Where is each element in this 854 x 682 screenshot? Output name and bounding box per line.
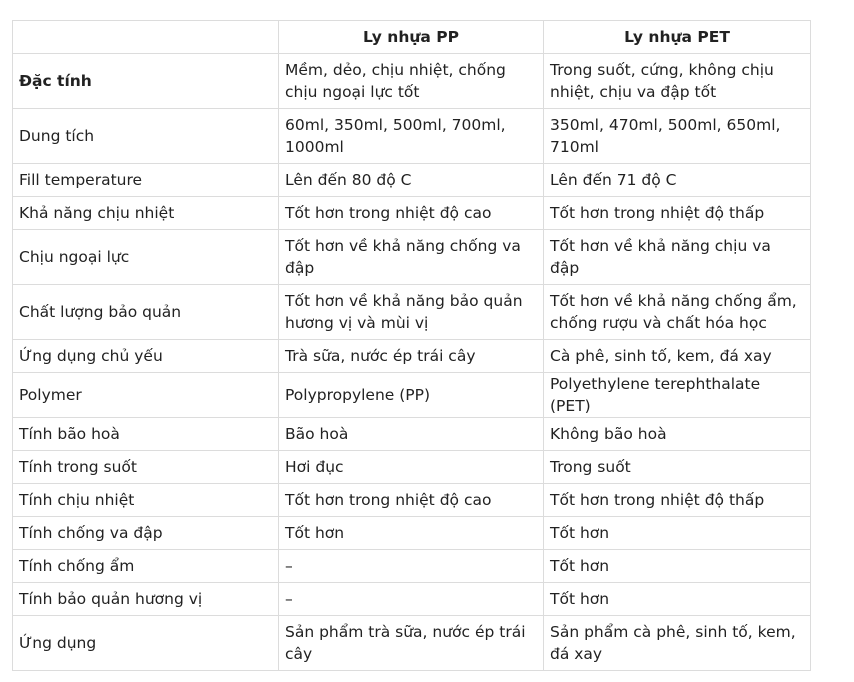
row-label: Dung tích [13, 109, 279, 164]
cell-pet: Không bão hoà [544, 418, 811, 451]
table-row [13, 109, 811, 164]
table-row [13, 517, 811, 550]
row-label: Đặc tính [13, 54, 279, 109]
cell-pp: Tốt hơn trong nhiệt độ cao [279, 484, 544, 517]
cell-pet: Trong suốt [544, 451, 811, 484]
cell-pet: Lên đến 71 độ C [544, 164, 811, 197]
cell-pp: – [279, 583, 544, 616]
header-pet: Ly nhựa PET [544, 21, 811, 54]
row-label: Polymer [13, 373, 279, 418]
table-row [13, 484, 811, 517]
cell-pp: Lên đến 80 độ C [279, 164, 544, 197]
cell-pp: Tốt hơn về khả năng bảo quản hương vị và mùi vị [279, 285, 544, 340]
table-row [13, 197, 811, 230]
table-header-row [13, 21, 811, 54]
cell-pet: Tốt hơn về khả năng chống ẩm, chống rượu và chất hóa học [544, 285, 811, 340]
cell-pp: Mềm, dẻo, chịu nhiệt, chống chịu ngoại lực tốt [279, 54, 544, 109]
table-row [13, 418, 811, 451]
cell-pp: – [279, 550, 544, 583]
table-row [13, 164, 811, 197]
row-label: Chất lượng bảo quản [13, 285, 279, 340]
header-pp: Ly nhựa PP [279, 21, 544, 54]
table-row [13, 340, 811, 373]
table-row [13, 616, 811, 671]
row-label: Tính chống ẩm [13, 550, 279, 583]
cell-pet: Polyethylene terephthalate (PET) [544, 373, 811, 418]
cell-pp: Tốt hơn [279, 517, 544, 550]
cell-pet: Tốt hơn về khả năng chịu va đập [544, 230, 811, 285]
row-label: Chịu ngoại lực [13, 230, 279, 285]
row-label: Tính bão hoà [13, 418, 279, 451]
table-row [13, 54, 811, 109]
cell-pp: 60ml, 350ml, 500ml, 700ml, 1000ml [279, 109, 544, 164]
row-label: Tính chống va đập [13, 517, 279, 550]
table-row [13, 230, 811, 285]
table-row [13, 285, 811, 340]
row-label: Khả năng chịu nhiệt [13, 197, 279, 230]
table-row [13, 550, 811, 583]
row-label: Ứng dụng [13, 616, 279, 671]
cell-pet: Sản phẩm cà phê, sinh tố, kem, đá xay [544, 616, 811, 671]
cell-pet: 350ml, 470ml, 500ml, 650ml, 710ml [544, 109, 811, 164]
cell-pp: Sản phẩm trà sữa, nước ép trái cây [279, 616, 544, 671]
cell-pet: Tốt hơn trong nhiệt độ thấp [544, 197, 811, 230]
cell-pet: Cà phê, sinh tố, kem, đá xay [544, 340, 811, 373]
cell-pp: Tốt hơn về khả năng chống va đập [279, 230, 544, 285]
table-row [13, 373, 811, 418]
cell-pet: Tốt hơn [544, 583, 811, 616]
row-label: Ứng dụng chủ yếu [13, 340, 279, 373]
cell-pp: Hơi đục [279, 451, 544, 484]
cell-pet: Trong suốt, cứng, không chịu nhiệt, chịu va đập tốt [544, 54, 811, 109]
cropped-heading-area [0, 0, 854, 22]
cell-pet: Tốt hơn [544, 550, 811, 583]
row-label: Tính trong suốt [13, 451, 279, 484]
cell-pp: Polypropylene (PP) [279, 373, 544, 418]
row-label: Tính bảo quản hương vị [13, 583, 279, 616]
cell-pp: Trà sữa, nước ép trái cây [279, 340, 544, 373]
cell-pet: Tốt hơn [544, 517, 811, 550]
table-row [13, 583, 811, 616]
table-row [13, 451, 811, 484]
comparison-table [12, 20, 811, 671]
cell-pp: Bão hoà [279, 418, 544, 451]
cell-pet: Tốt hơn trong nhiệt độ thấp [544, 484, 811, 517]
cell-pp: Tốt hơn trong nhiệt độ cao [279, 197, 544, 230]
row-label: Fill temperature [13, 164, 279, 197]
row-label: Tính chịu nhiệt [13, 484, 279, 517]
header-empty [13, 21, 279, 54]
